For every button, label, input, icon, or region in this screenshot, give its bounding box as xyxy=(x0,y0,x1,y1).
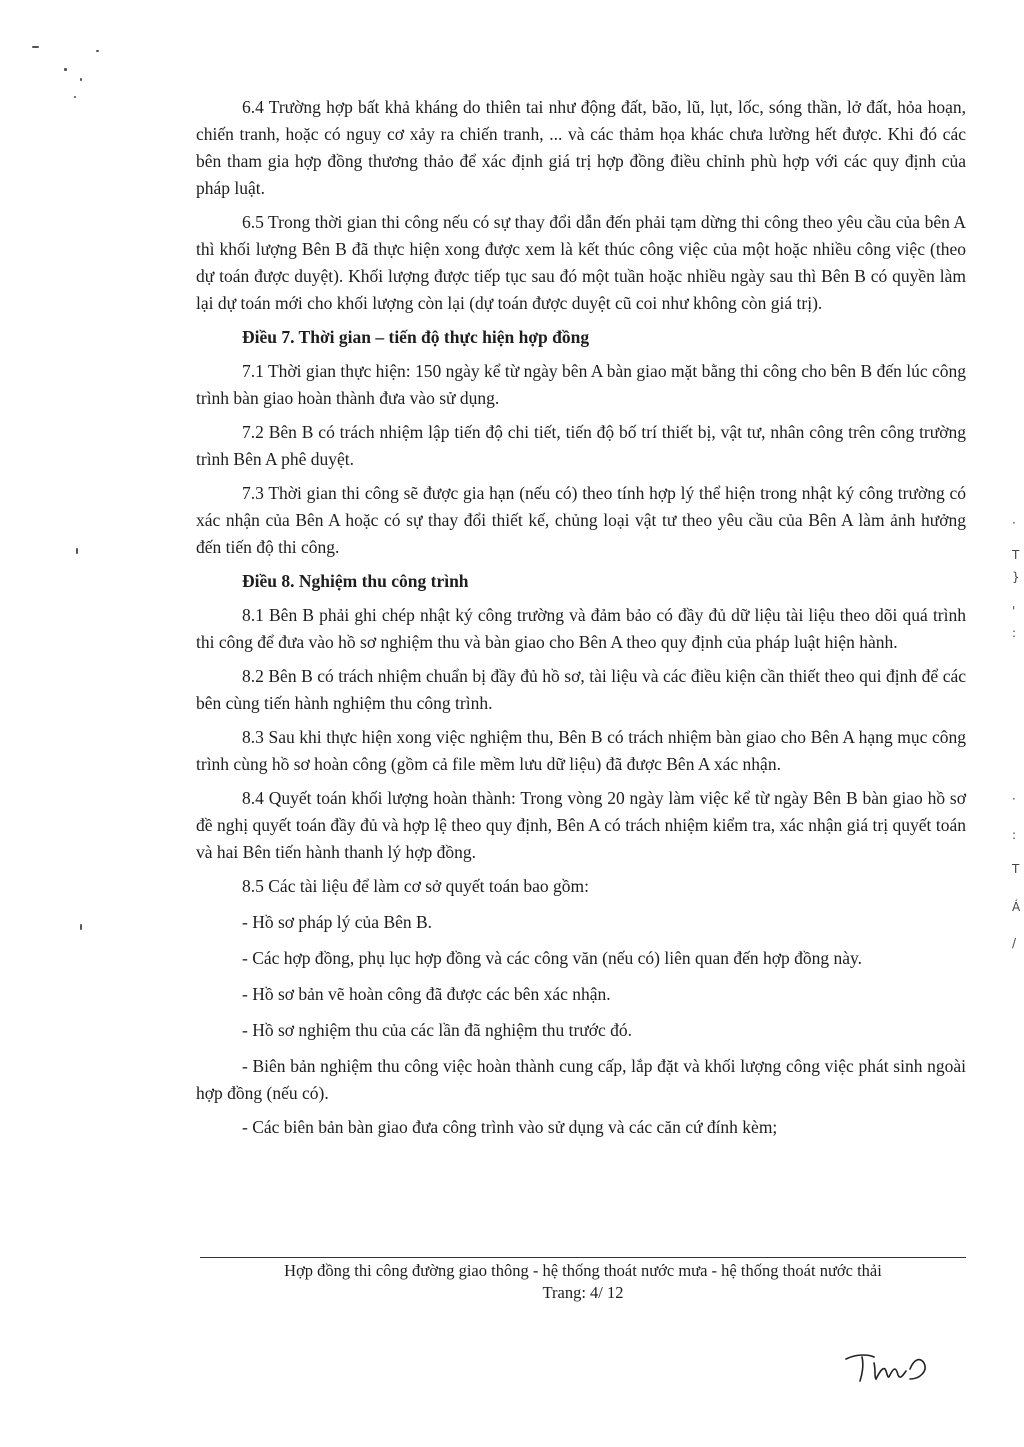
list-item: - Các hợp đồng, phụ lục hợp đồng và các công văn (nếu có) liên quan đến hợp đồng này. xyxy=(242,948,863,968)
scan-speck xyxy=(64,68,67,71)
right-edge-scan-mark: ' xyxy=(1012,604,1016,618)
list-item: - Hồ sơ pháp lý của Bên B. xyxy=(242,912,433,932)
right-edge-scan-mark: / xyxy=(1012,936,1017,950)
section-heading: Điều 7. Thời gian – tiến độ thực hiện hợp đồng xyxy=(242,327,590,347)
section-heading: Điều 8. Nghiệm thu công trình xyxy=(242,571,469,591)
scan-speck xyxy=(76,548,78,554)
list-item: - Biên bản nghiệm thu công việc hoàn thành cung cấp, lắp đặt và khối lượng công việc phát sinh ngoài hợp đồng (nếu có). xyxy=(196,1056,966,1103)
list-item: 8.5 Các tài liệu để làm cơ sở quyết toán bao gồm: xyxy=(242,876,590,896)
scan-speck xyxy=(32,46,39,48)
right-edge-scan-mark: : xyxy=(1012,626,1017,640)
handwritten-signature xyxy=(840,1345,950,1390)
document-body xyxy=(196,94,966,1150)
list-item: - Hồ sơ bản vẽ hoàn công đã được các bên xác nhận. xyxy=(242,984,611,1004)
list-item: - Hồ sơ nghiệm thu của các lần đã nghiệm thu trước đó. xyxy=(242,1020,633,1040)
right-edge-scan-mark: · xyxy=(1012,792,1016,806)
right-edge-scan-mark: } xyxy=(1012,570,1020,584)
scan-speck xyxy=(74,96,76,98)
right-edge-scan-mark: Á xyxy=(1012,900,1021,914)
scan-speck xyxy=(96,50,99,52)
footer-divider xyxy=(200,1257,966,1258)
right-edge-scan-mark: · xyxy=(1012,516,1016,530)
paragraph: 6.5 Trong thời gian thi công nếu có sự thay đổi dẫn đến phải tạm dừng thi công theo yêu cầu của bên A thì khối lượng Bên B đã thực hiện xong được xem là kết thúc công việc của một hoặc nhiều công việc (theo dự toán được duyệt). Khối lượng được tiếp tục sau đó một tuần hoặc nhiều ngày sau thì Bên B có quyền làm lại dự toán mới cho khối lượng còn lại (dự toán được duyệt cũ coi như không còn giá trị). xyxy=(196,212,966,313)
scan-speck xyxy=(80,78,82,81)
signature-icon xyxy=(840,1345,950,1385)
page-number: Trang: 4/ 12 xyxy=(542,1283,624,1302)
scan-speck xyxy=(80,924,82,930)
paragraph: 8.2 Bên B có trách nhiệm chuẩn bị đầy đủ hồ sơ, tài liệu và các điều kiện cần thiết theo qui định để các bên cùng tiến hành nghiệm thu công trình. xyxy=(196,666,966,713)
paragraph: 7.3 Thời gian thi công sẽ được gia hạn (nếu có) theo tính hợp lý thể hiện trong nhật ký công trường có xác nhận của Bên A hoặc có sự thay đổi thiết kế, chủng loại vật tư theo yêu cầu của Bên A làm ảnh hưởng đến tiến độ thi công. xyxy=(196,483,966,557)
list-item: - Các biên bản bàn giao đưa công trình vào sử dụng và các căn cứ đính kèm; xyxy=(242,1117,778,1137)
paragraph: 7.1 Thời gian thực hiện: 150 ngày kể từ ngày bên A bàn giao mặt bằng thi công cho bên B đến lúc công trình bàn giao hoàn thành đưa vào sử dụng. xyxy=(196,361,966,408)
paragraph: 6.4 Trường hợp bất khả kháng do thiên tai như động đất, bão, lũ, lụt, lốc, sóng thần, lở đất, hỏa hoạn, chiến tranh, hoặc có nguy cơ xảy ra chiến tranh, ... và các thảm họa khác chưa lường hết được. Khi đó các bên tham gia hợp đồng thương thảo để xác định giá trị hợp đồng điều chỉnh phù hợp với các quy định của pháp luật. xyxy=(196,97,966,198)
page-footer xyxy=(200,1260,966,1304)
paragraph: 8.1 Bên B phải ghi chép nhật ký công trường và đảm bảo có đầy đủ dữ liệu tài liệu theo dõi quá trình thi công để đưa vào hồ sơ nghiệm thu và bàn giao cho Bên A theo quy định của pháp luật hiện hành. xyxy=(196,605,966,652)
paragraph: 8.3 Sau khi thực hiện xong việc nghiệm thu, Bên B có trách nhiệm bàn giao cho Bên A hạng mục công trình cùng hồ sơ hoàn công (gồm cả file mềm lưu dữ liệu) đã được Bên A xác nhận. xyxy=(196,727,966,774)
paragraph: 7.2 Bên B có trách nhiệm lập tiến độ chi tiết, tiến độ bố trí thiết bị, vật tư, nhân công trên công trường trình Bên A phê duyệt. xyxy=(196,422,966,469)
paragraph: 8.4 Quyết toán khối lượng hoàn thành: Trong vòng 20 ngày làm việc kể từ ngày Bên B bàn giao hồ sơ đề nghị quyết toán đầy đủ và hợp lệ theo quy định, Bên A có trách nhiệm kiểm tra, xác nhận giá trị quyết toán và hai Bên tiến hành thanh lý hợp đồng. xyxy=(196,788,966,862)
right-edge-scan-mark: T xyxy=(1012,548,1020,562)
footer-title: Hợp đồng thi công đường giao thông - hệ thống thoát nước mưa - hệ thống thoát nước thải xyxy=(284,1261,882,1280)
right-edge-scan-mark: : xyxy=(1012,828,1017,842)
right-edge-scan-mark: T xyxy=(1012,862,1020,876)
